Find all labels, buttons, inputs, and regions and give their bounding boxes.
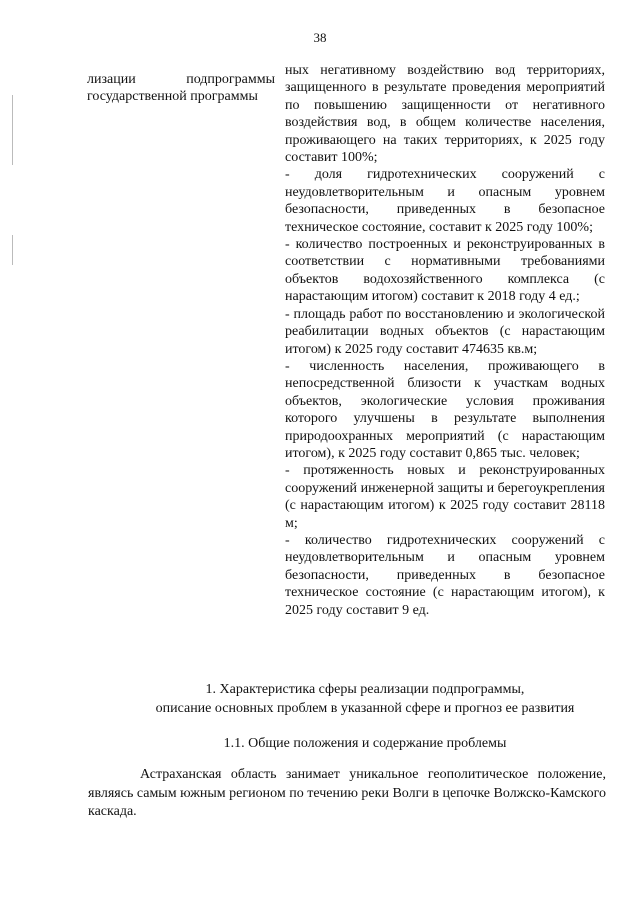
indicator-item-7: - количество гидротехнических сооружений с неудовлетворительным и опасным уровнем безопасности, приведенных в безопасное техническое состояние (с нарастающим итогом), к 2025 году составит 9 ед. <box>285 532 605 618</box>
margin-line-bottom <box>12 235 13 265</box>
indicator-item-4: - площадь работ по восстановлению и экологической реабилитации водных объектов (с нарастающим итогом) к 2025 году составит 474635 кв.м; <box>285 306 605 357</box>
page-number: 38 <box>313 30 327 45</box>
left-column-text: лизации подпрограммы государственной программы <box>87 72 275 105</box>
indicator-item-2: - доля гидротехнических сооружений с неудовлетворительным и опасным уровнем безопасности, приведенных в безопасное техническое состояние, составит к 2025 году 100%; <box>285 167 605 235</box>
section-heading-line-2: описание основных проблем в указанной сфере и прогноз ее развития <box>155 701 575 716</box>
section-heading <box>110 680 620 718</box>
indicator-item-6: - протяженность новых и реконструированных сооружений инженерной защиты и берегоукрепления (с нарастающим итогом) к 2025 году составит 28118 м; <box>285 463 605 531</box>
subsection-heading: 1.1. Общие положения и содержание проблемы <box>223 736 507 751</box>
indicator-item-3: - количество построенных и реконструированных в соответствии с нормативными требованиями объектов водохозяйственного комплекса (с нарастающим итогом) составит к 2018 году 4 ед.; <box>285 237 605 305</box>
section-heading-line-1: 1. Характеристика сферы реализации подпрограммы, <box>205 682 525 697</box>
body-paragraph: Астраханская область занимает уникальное геополитическое положение, являясь самым южным регионом по течению реки Волги в цепочке Волжско-Камского каскада. <box>88 767 606 819</box>
indicator-item-1: ных негативному воздействию вод территориях, защищенного в результате проведения мероприятий по повышению защищенности от негативного воздействия вод, в общем количестве населения, проживающего на таких территориях, к 2025 году составит 100%; <box>285 63 605 166</box>
right-column <box>285 62 605 619</box>
margin-line-top <box>12 95 13 165</box>
indicator-item-5: - численность населения, проживающего в непосредственной близости к участкам водных объектов, экологические условия проживания которого улучшены в результате выполнения природоохранных мероприятий (с нарастающим итогом), к 2025 году составит 0,865 тыс. человек; <box>285 358 605 461</box>
